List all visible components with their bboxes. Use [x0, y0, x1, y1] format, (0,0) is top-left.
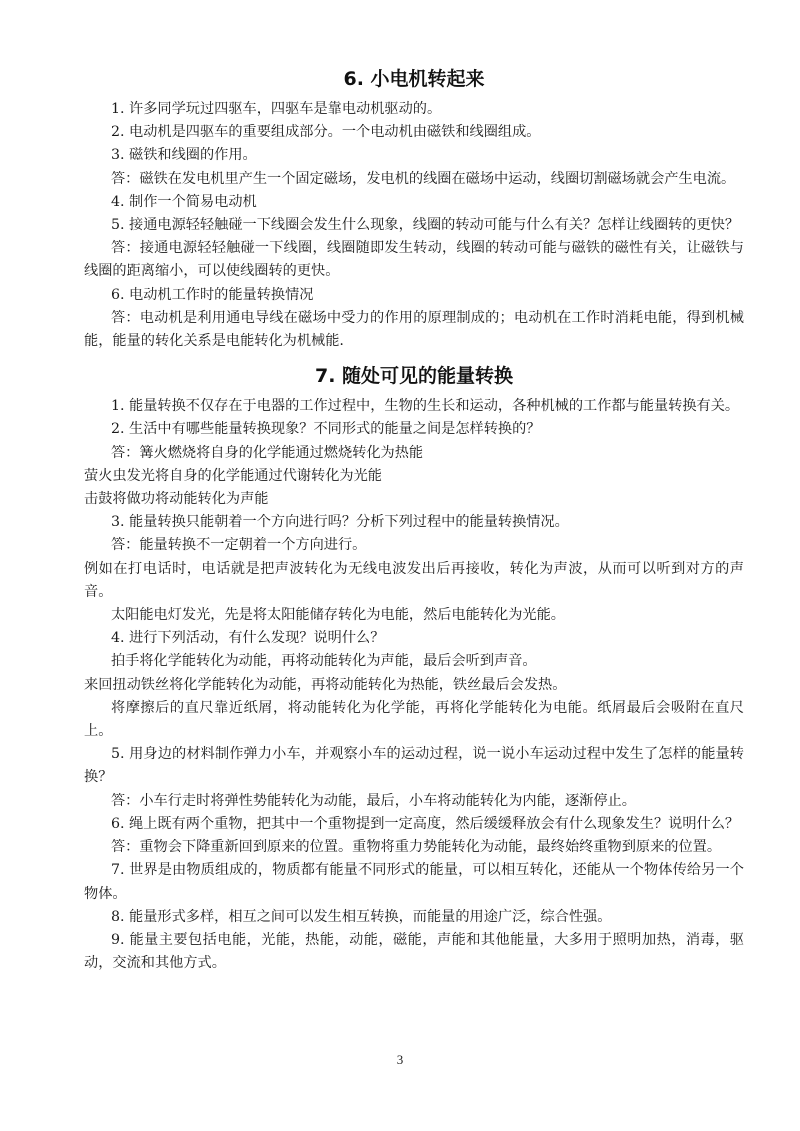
answer-paragraph: 答：接通电源轻轻触碰一下线圈，线圈随即发生转动，线圈的转动可能与磁铁的磁性有关，让磁铁与线圈的距离缩小，可以使线圈转的更快。	[84, 240, 744, 280]
answer-line: 例如在打电话时，电话就是把声波转化为无线电波发出后再接收，转化为声波，从而可以听到对方的声音。	[84, 560, 744, 600]
answer-line: 太阳能电灯发光，先是将太阳能储存转化为电能，然后电能转化为光能。	[110, 607, 565, 624]
paragraph: 3. 磁铁和线圈的作用。	[110, 147, 257, 164]
section-body	[84, 98, 744, 353]
answer-line: 拍手将化学能转化为动能，再将动能转化为声能，最后会听到声音。	[110, 653, 537, 670]
paragraph: 5. 接通电源轻轻触碰一下线圈会发生什么现象，线圈的转动可能与什么有关？怎样让线圈转的更快？	[110, 217, 740, 234]
answer-line: 来回扭动铁丝将化学能转化为动能，再将动能转化为热能，铁丝最后会发热。	[84, 676, 567, 693]
paragraph: 4. 进行下列活动，有什么发现？说明什么？	[110, 630, 385, 647]
answer-paragraph: 答：重物会下降重新回到原来的位置。重物将重力势能转化为动能，最终始终重物到原来的位置。	[110, 839, 722, 856]
paragraph: 6. 绳上既有两个重物，把其中一个重物提到一定高度，然后缓缓释放会有什么现象发生？说明什么？	[110, 815, 740, 832]
paragraph: 2. 电动机是四驱车的重要组成部分。一个电动机由磁铁和线圈组成。	[110, 124, 541, 141]
answer-line: 萤火虫发光将自身的化学能通过代谢转化为光能	[84, 467, 382, 484]
paragraph: 1. 许多同学玩过四驱车，四驱车是靠电动机驱动的。	[110, 101, 442, 117]
paragraph: 4. 制作一个简易电动机	[110, 193, 257, 210]
page-number: 3	[396, 1052, 404, 1067]
paragraph: 1. 能量转换不仅存在于电器的工作过程中，生物的生长和运动，各种机械的工作都与能量转换有关。	[110, 398, 740, 415]
paragraph: 7. 世界是由物质组成的，物质都有能量不同形式的能量，可以相互转化，还能从一个物体传给另一个物体。	[84, 862, 744, 902]
answer-paragraph: 答：电动机是利用通电导线在磁场中受力的作用的原理制成的；电动机在工作时消耗电能，得到机械能，能量的转化关系是电能转化为机械能.	[84, 309, 744, 350]
paragraph: 6. 电动机工作时的能量转换情况	[110, 286, 314, 303]
answer-line: 击鼓将做功将动能转化为声能	[84, 491, 269, 508]
paragraph: 3. 能量转换只能朝着一个方向进行吗？分析下列过程中的能量转换情况。	[110, 514, 569, 531]
answer-paragraph: 答：磁铁在发电机里产生一个固定磁场，发电机的线圈在磁场中运动，线圈切割磁场就会产生电流。	[110, 170, 736, 187]
paragraph: 2. 生活中有哪些能量转换现象？不同形式的能量之间是怎样转换的？	[110, 421, 541, 438]
page-content	[84, 66, 744, 975]
answer-paragraph: 答：小车行走时将弹性势能转化为动能，最后，小车将动能转化为内能，逐渐停止。	[110, 792, 636, 809]
answer-paragraph: 答：能量转换不一定朝着一个方向进行。	[110, 537, 367, 554]
section-body	[84, 395, 744, 975]
answer-line: 将摩擦后的直尺靠近纸屑，将动能转化为化学能，再将化学能转化为电能。纸屑最后会吸附在直尺上。	[84, 699, 744, 740]
paragraph: 8. 能量形式多样，相互之间可以发生相互转换，而能量的用途广泛，综合性强。	[110, 908, 612, 925]
section-title: 6. 小电机转起来	[343, 68, 485, 90]
paragraph: 5. 用身边的材料制作弹力小车，并观察小车的运动过程，说一说小车运动过程中发生了怎样的能量转换？	[84, 746, 744, 786]
section-title: 7. 随处可见的能量转换	[314, 365, 514, 388]
paragraph: 9. 能量主要包括电能，光能，热能，动能，磁能，声能和其他能量，大多用于照明加热，消毒，驱动，交流和其他方式。	[84, 931, 744, 972]
answer-paragraph: 答：篝火燃烧将自身的化学能通过燃烧转化为热能	[110, 444, 424, 461]
